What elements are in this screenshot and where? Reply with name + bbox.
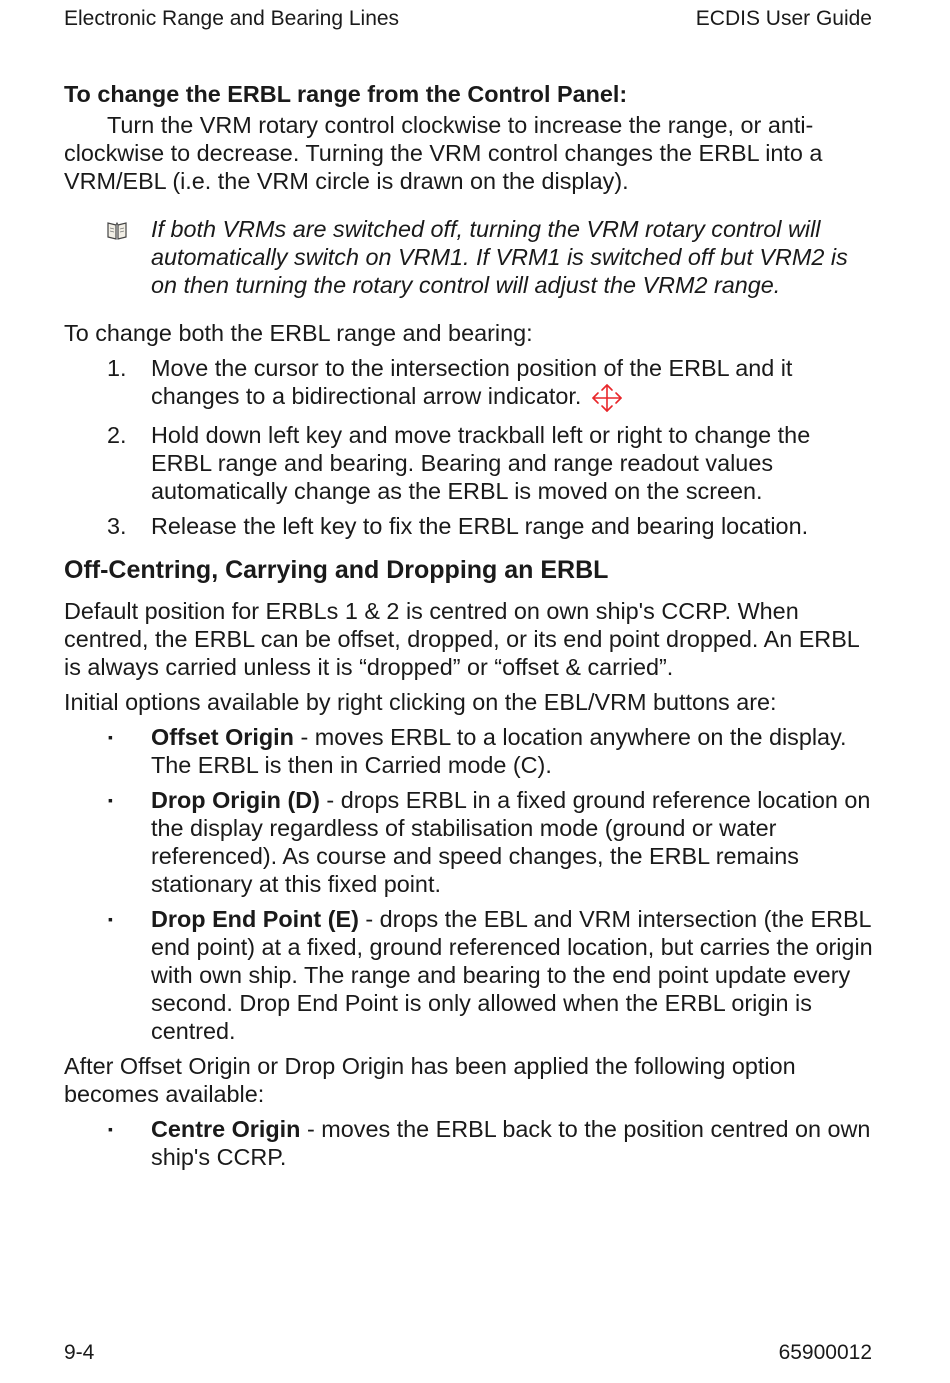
default-position-paragraph: Default position for ERBLs 1 & 2 is centred on own ship's CCRP. When centred, the ERBL can be offset, dropped, or its end point dropped. An ERBL is always carried unless it is “dropped” or “offset & carried”. bbox=[64, 598, 859, 680]
page-footer bbox=[64, 1341, 872, 1367]
steps-list bbox=[64, 354, 874, 540]
list-item bbox=[64, 723, 874, 779]
both-range-bearing-intro: To change both the ERBL range and bearing: bbox=[64, 320, 533, 346]
header-section-title: Electronic Range and Bearing Lines bbox=[64, 7, 400, 30]
option-term: Offset Origin bbox=[151, 724, 294, 750]
bidirectional-arrow-icon bbox=[590, 382, 624, 414]
step-number: 1. bbox=[107, 355, 127, 381]
option-description: - drops the EBL and VRM intersection (the ERBL end point) at a fixed, ground referenced location, but carries the origin with own ship. The range and bearing to the end point update every second. Drop End Point is only allowed when the ERBL origin is centred. bbox=[151, 906, 873, 1044]
note-block bbox=[64, 215, 874, 299]
list-item bbox=[64, 786, 874, 898]
step-text: Move the cursor to the intersection position of the ERBL and it changes to a bidirectional arrow indicator. bbox=[151, 355, 793, 409]
list-item bbox=[64, 354, 874, 414]
control-panel-heading: To change the ERBL range from the Control Panel: bbox=[64, 81, 628, 107]
option-term: Centre Origin bbox=[151, 1116, 301, 1142]
bullet-marker: ▪ bbox=[108, 792, 113, 808]
bullet-marker: ▪ bbox=[108, 911, 113, 927]
step-text: Release the left key to fix the ERBL range and bearing location. bbox=[151, 513, 809, 539]
document-number: 65900012 bbox=[778, 1341, 872, 1364]
option-description: - drops ERBL in a fixed ground reference location on the display regardless of stabilisation mode (ground or water referenced). As course and speed changes, the ERBL remains stationary at this fixed point. bbox=[151, 787, 871, 897]
initial-options-list bbox=[64, 723, 874, 1045]
list-item bbox=[64, 512, 874, 540]
step-number: 3. bbox=[107, 513, 127, 539]
option-term: Drop End Point (E) bbox=[151, 906, 359, 932]
list-item bbox=[64, 421, 874, 505]
list-item bbox=[64, 1115, 874, 1171]
option-description: - moves the ERBL back to the position centred on own ship's CCRP. bbox=[151, 1116, 871, 1170]
page-number: 9-4 bbox=[64, 1341, 95, 1364]
bullet-marker: ▪ bbox=[108, 729, 113, 745]
list-item bbox=[64, 905, 874, 1045]
option-term: Drop Origin (D) bbox=[151, 787, 320, 813]
option-description: - moves ERBL to a location anywhere on the display. The ERBL is then in Carried mode (C). bbox=[151, 724, 847, 778]
header-document-title: ECDIS User Guide bbox=[695, 7, 872, 30]
note-text: If both VRMs are switched off, turning the VRM rotary control will automatically switch on VRM1. If VRM1 is switched off but VRM2 is on then turning the rotary control will adjust the VRM2 range. bbox=[151, 216, 848, 298]
page-header bbox=[64, 7, 872, 33]
page-content bbox=[64, 80, 874, 1178]
after-options-list bbox=[64, 1115, 874, 1171]
section-heading: Off-Centring, Carrying and Dropping an ERBL bbox=[64, 556, 609, 584]
initial-options-intro: Initial options available by right clicking on the EBL/VRM buttons are: bbox=[64, 689, 777, 715]
step-text: Hold down left key and move trackball left or right to change the ERBL range and bearing. Bearing and range readout values automatically change as the ERBL is moved on the screen. bbox=[151, 422, 811, 504]
book-icon bbox=[106, 220, 128, 240]
after-options-intro: After Offset Origin or Drop Origin has been applied the following option becomes available: bbox=[64, 1053, 796, 1107]
bullet-marker: ▪ bbox=[108, 1121, 113, 1137]
step-number: 2. bbox=[107, 422, 127, 448]
control-panel-paragraph: Turn the VRM rotary control clockwise to increase the range, or anti-clockwise to decrease. Turning the VRM control changes the ERBL into a VRM/EBL (i.e. the VRM circle is drawn on the display). bbox=[64, 112, 823, 194]
